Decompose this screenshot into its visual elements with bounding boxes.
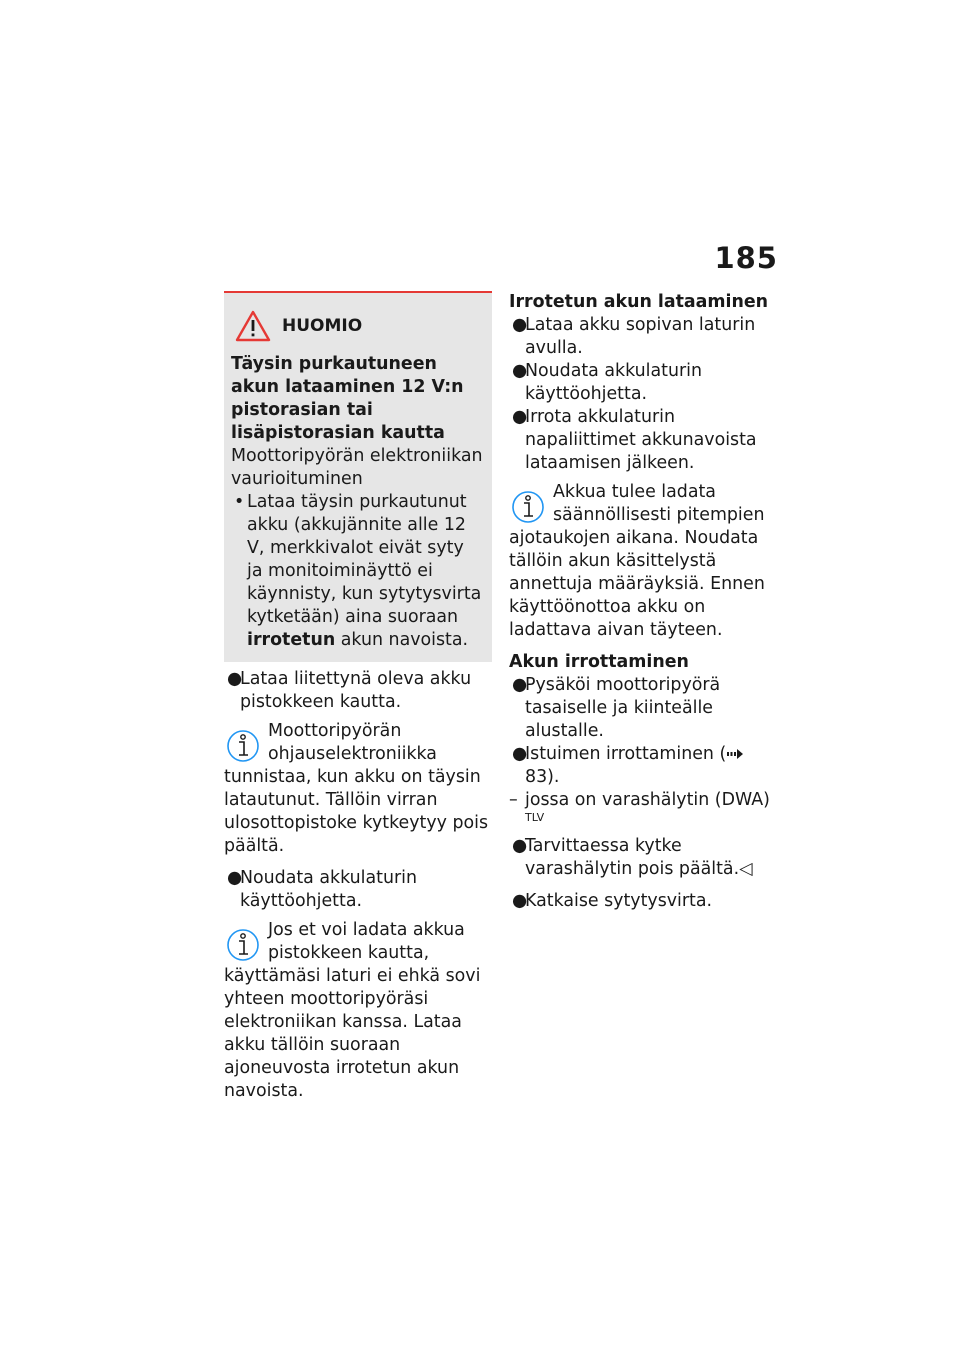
- list-item: ● Katkaise sytytysvirta.: [512, 891, 713, 911]
- list-item: ● Noudata akkulaturin käyttöohjetta.: [227, 868, 417, 911]
- list-item: ● Pysäköi moottoripyörä tasaiselle ja kiinteälle alustalle.: [512, 675, 721, 741]
- bullet-icon: ●: [512, 836, 528, 856]
- left-column: [224, 291, 492, 1103]
- bullet-icon: ●: [512, 361, 528, 381]
- list-item: ● Irrota akkulaturin napaliittimet akkunavoista lataamisen jälkeen.: [512, 407, 757, 473]
- warning-consequence: Moottoripyörän elektroniikan vaurioituminen: [231, 446, 483, 489]
- warning-label: HUOMIO: [282, 315, 363, 336]
- info-note: Akkua tulee ladata säännöllisesti pitempien ajotaukojen aikana. Noudata tällöin akun käsittelystä annettuja määräyksiä. Ennen käyttöönottoa akku on ladattava aivan täyteen.: [509, 482, 765, 640]
- list-item-condition: – jossa on varashälytin (DWA) $^{TLV}$: [509, 790, 770, 825]
- bullet-icon: ●: [227, 868, 243, 888]
- warning-box: [224, 291, 492, 662]
- list-item: ● Lataa akku sopivan laturin avulla.: [512, 315, 756, 358]
- page-reference-link[interactable]: 83: [525, 767, 548, 787]
- arrow-reference-icon: [726, 748, 744, 760]
- bullet-icon: ●: [227, 669, 243, 689]
- info-icon: [511, 485, 545, 527]
- warning-header: [231, 307, 484, 345]
- section-heading-charging: Irrotetun akun lataaminen: [509, 292, 769, 312]
- list-item: ● Tarvittaessa kytke varashälytin pois päältä.◁: [512, 836, 753, 879]
- right-column: [509, 291, 781, 913]
- warning-instruction: • Lataa täysin purkautunut akku (akkujännite alle 12 V, merkkivalot eivät syty ja monitoiminäyttö ei käynnisty, kun sytytysvirta kytketään) aina suoraan irrotetun akun navoista.: [234, 492, 482, 650]
- list-item: ● Noudata akkulaturin käyttöohjetta.: [512, 361, 702, 404]
- page-number: 185: [714, 241, 778, 275]
- info-icon: [226, 724, 260, 766]
- warning-triangle-icon: [234, 309, 272, 343]
- list-item: ● Istuimen irrottaminen ( 83).: [509, 743, 781, 789]
- info-note: Jos et voi ladata akkua pistokkeen kautta, käyttämäsi laturi ei ehkä sovi yhteen moottoripyöräsi elektroniikan kanssa. Lataa akku tällöin suoraan ajoneuvosta irrotetun akun navoista.: [224, 920, 481, 1101]
- info-note: Moottoripyörän ohjauselektroniikka tunnistaa, kun akku on täysin latautunut. Tällöin virran ulosottopistoke kytkeytyy pois päältä.: [224, 721, 489, 856]
- info-icon: [226, 923, 260, 965]
- bullet-icon: ●: [512, 315, 528, 335]
- bullet-icon: ●: [512, 891, 528, 911]
- dash-icon: –: [509, 790, 518, 810]
- warning-heading: Täysin purkautuneen akun lataaminen 12 V:n pistorasian tai lisäpistorasian kautta: [231, 354, 464, 443]
- bullet-icon: ●: [512, 407, 528, 427]
- bullet-icon: •: [234, 492, 245, 512]
- section-heading-removal: Akun irrottaminen: [509, 652, 689, 672]
- bullet-icon: ●: [512, 744, 528, 764]
- list-item: ● Lataa liitettynä oleva akku pistokkeen kautta.: [227, 669, 472, 712]
- bullet-icon: ●: [512, 675, 528, 695]
